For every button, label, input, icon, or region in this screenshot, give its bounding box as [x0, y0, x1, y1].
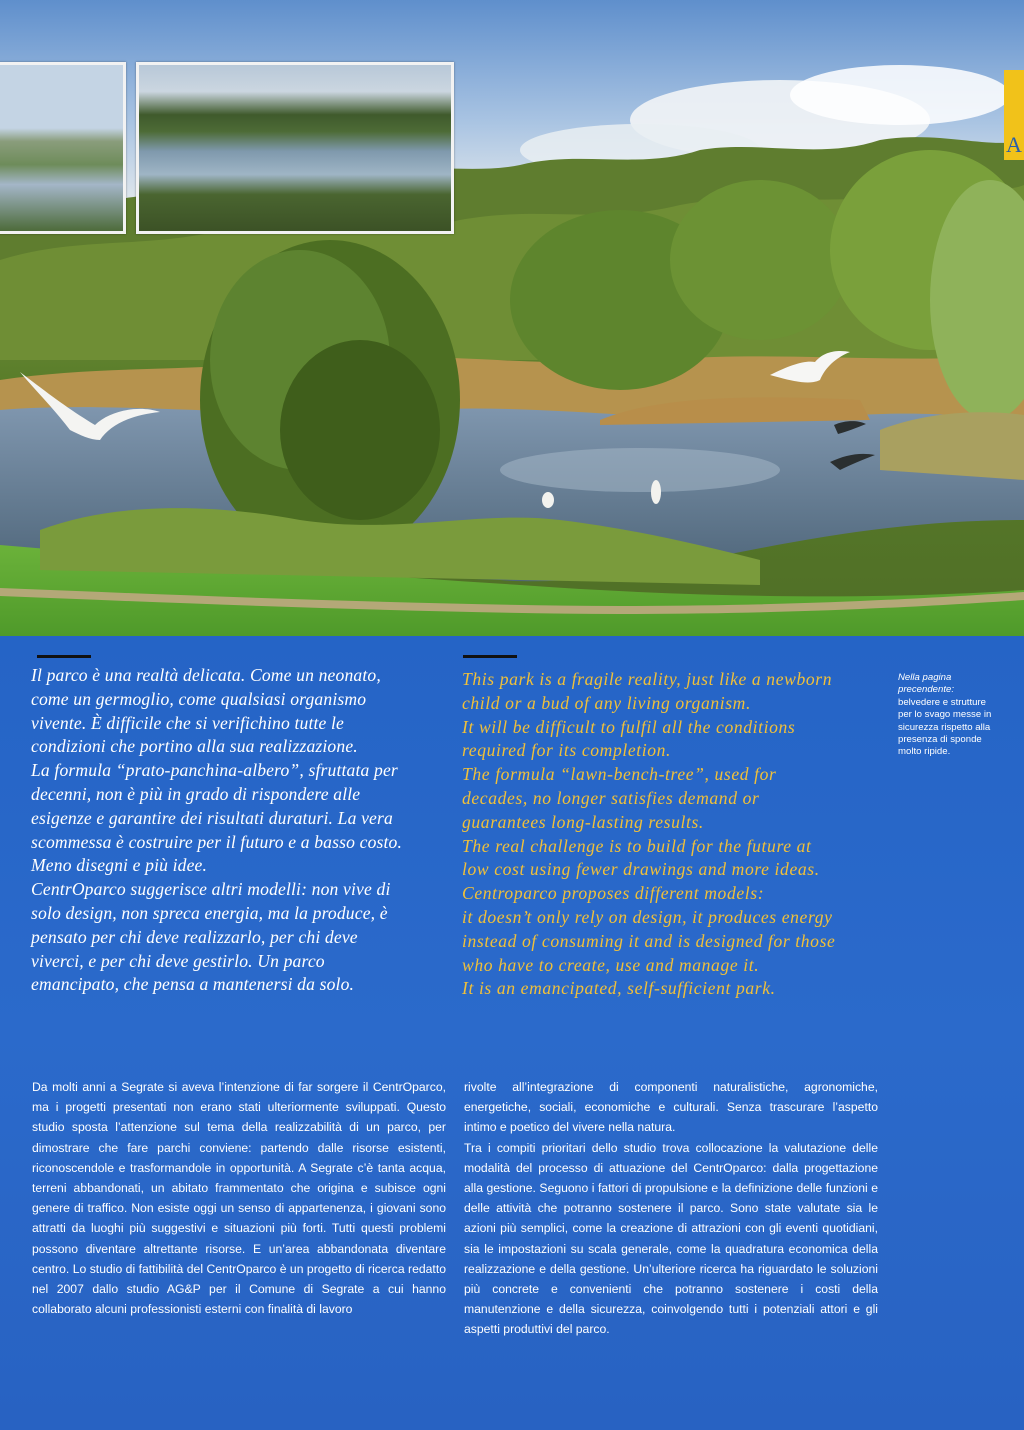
caption-text: belvedere e strutture per lo svago messe in sicurezza rispetto alla presenza di sponde molto ripide.: [898, 696, 992, 758]
quote-line: Meno disegni e più idee.: [31, 855, 208, 876]
quote-line: vivente. È difficile che si verifichino tutte le: [31, 712, 345, 733]
quote-line: solo design, non spreca energia, ma la produce, è: [31, 902, 388, 923]
hero-photo: [0, 0, 1024, 636]
body-paragraph: Tra i compiti prioritari dello studio trova collocazione la valutazione delle modalità del processo di attuazione del CentrOparco: dalla progettazione alla gestione. Seguono i fattori di propulsione e la definizione delle funzioni e delle attività che potranno sostenere il parco. Sono state valutate sia le azioni più semplici, come la creazione di attrazioni con gli eventi quotidiani, sia le impostazioni su scala generale, come la quadratura economica della realizzazione e della gestione. Un’ulteriore ricerca ha riguardato le soluzioni più concrete e convenienti che potranno sostenere i costi della manutenzione e della sicurezza, coinvolgendo tutti i potenziali attori e gli aspetti produttivi del parco.: [464, 1140, 878, 1337]
quote-line: decenni, non è più in grado di rispondere alle: [31, 783, 361, 804]
quote-line: La formula “prato-panchina-albero”, sfruttata per: [31, 760, 398, 781]
divider-italian: [37, 655, 91, 658]
quote-line: It is an emancipated, self-sufficient park.: [462, 978, 776, 999]
pull-quote-english: [462, 668, 892, 1001]
quote-line: Il parco è una realtà delicata. Come un neonato,: [31, 665, 381, 685]
inset-photo-lake-left: [0, 62, 126, 234]
quote-line: pensato per chi deve realizzarlo, per chi deve: [31, 926, 358, 947]
quote-line: The formula “lawn-bench-tree”, used for: [462, 764, 777, 785]
divider-english: [463, 655, 517, 658]
caption-lead: Nella pagina precendente:: [898, 672, 955, 696]
quote-line: viverci, e per chi deve gestirlo. Un parco: [31, 950, 325, 971]
quote-line: emancipato, che pensa a mantenersi da solo.: [31, 974, 355, 995]
quote-line: it doesn’t only rely on design, it produces energy: [462, 906, 833, 927]
body-column-left: [32, 1077, 446, 1319]
quote-line: who have to create, use and manage it.: [462, 954, 760, 975]
pull-quote-italian: [31, 664, 456, 997]
quote-line: instead of consuming it and is designed for those: [462, 930, 836, 951]
quote-line: esigenze e garantire dei risultati duraturi. La vera: [31, 807, 393, 828]
quote-line: CentrOparco suggerisce altri modelli: non vive di: [31, 879, 391, 900]
quote-line: This park is a fragile reality, just like a newborn: [462, 669, 833, 689]
quote-line: condizioni che portino alla sua realizzazione.: [31, 736, 358, 757]
body-paragraph: rivolte all’integrazione di componenti naturalistiche, agronomiche, energetiche, sociali, economiche e culturali. Senza trascurare l’aspetto intimo e poetico del vivere nella natura.: [464, 1080, 878, 1135]
quote-line: guarantees long-lasting results.: [462, 811, 704, 832]
quote-line: come un germoglio, come qualsiasi organismo: [31, 688, 367, 709]
quote-line: scommessa è costruire per il futuro e a basso costo.: [31, 831, 403, 852]
quote-line: Centroparco proposes different models:: [462, 883, 765, 904]
body-column-right: [464, 1077, 878, 1340]
section-tab: [1004, 70, 1024, 160]
quote-line: required for its completion.: [462, 740, 672, 761]
body-paragraph: Da molti anni a Segrate si aveva l’intenzione di far sorgere il CentrOparco, ma i progetti presentati non erano stati ulteriormente sviluppati. Questo studio sposta l’attenzione sul tema della realizzabilità di un parco, per dimostrare che fare parchi conviene: partendo dalle risorse esistenti, riconoscendole e trasformandole in opportunità. A Segrate c’è tanta acqua, terreni abbandonati, un abitato frammentato che origina e subisce ogni genere di traffico. Non esiste oggi un senso di appartenenza, i giovani sono attratti da luoghi più suggestivi e situazioni più forti. Tutti questi problemi possono diventare altrettante risorse. E un’area abbandonata diventare centro. Lo studio di fattibilità del CentrOparco è un progetto di ricerca redatto nel 2007 dallo studio AG&P per il Comune di Segrate a cui hanno collaborato alcuni professionisti esterni con finalità di lavoro: [32, 1080, 446, 1317]
quote-line: It will be difficult to fulfil all the conditions: [462, 716, 796, 737]
quote-line: child or a bud of any living organism.: [462, 692, 751, 713]
section-tab-letter: A: [1006, 132, 1022, 157]
quote-line: low cost using fewer drawings and more ideas.: [462, 859, 820, 880]
inset-photo-lake: [136, 62, 454, 234]
quote-line: The real challenge is to build for the future at: [462, 835, 812, 856]
quote-line: decades, no longer satisfies demand or: [462, 787, 760, 808]
photo-caption: [898, 672, 998, 759]
